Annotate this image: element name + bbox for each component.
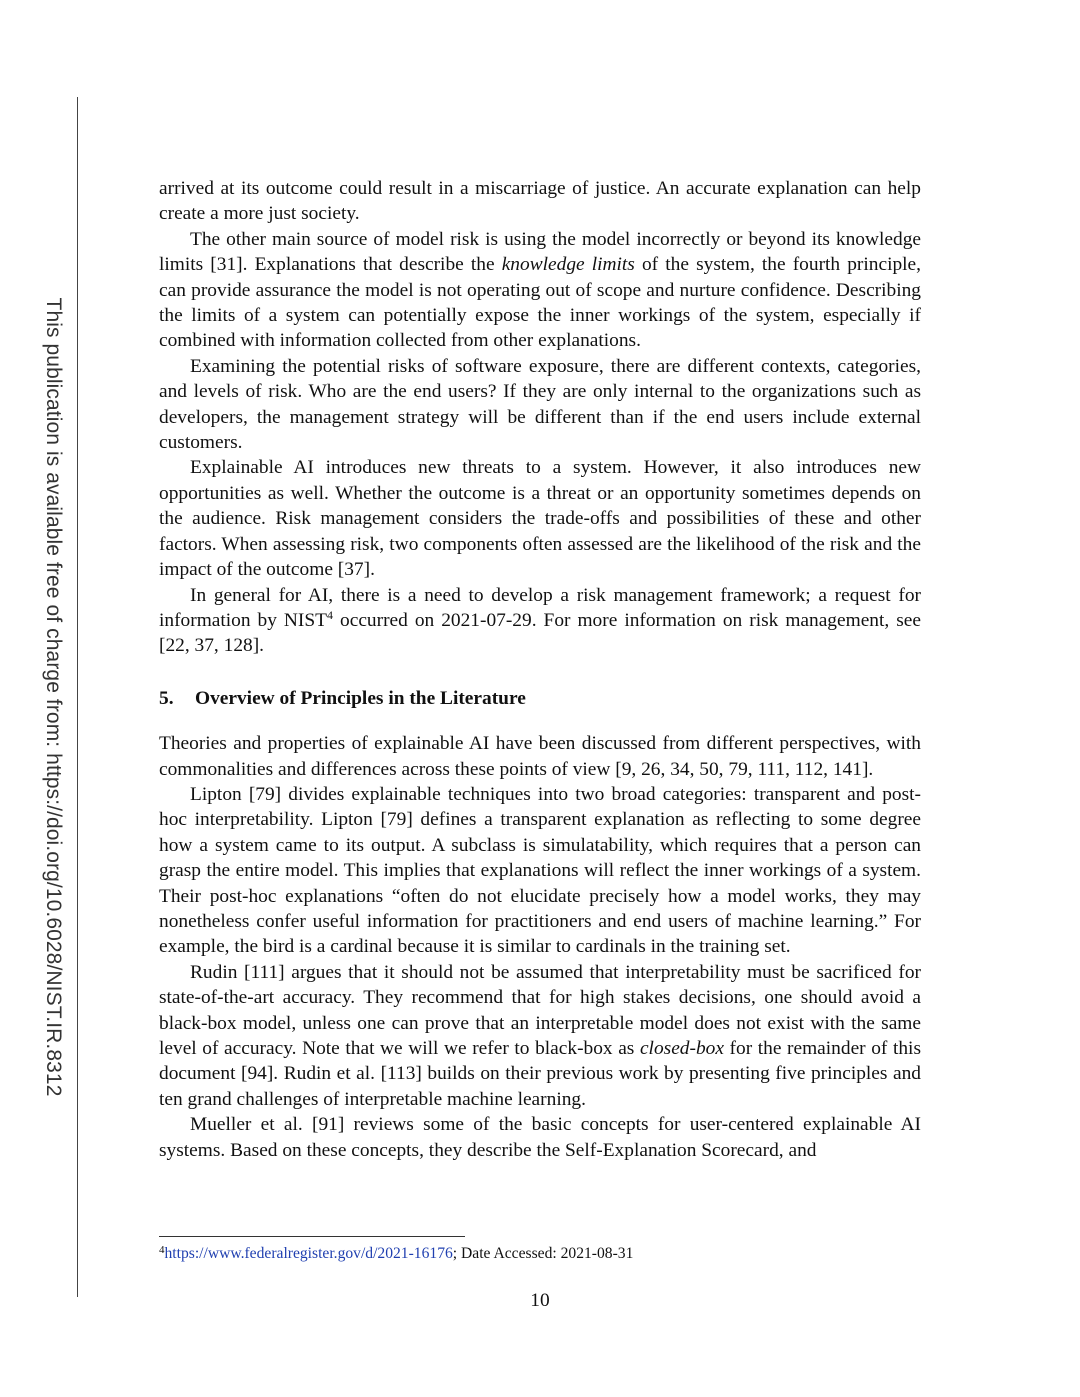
section-paragraph-4: Mueller et al. [91] reviews some of the basic concepts for user-centered explainable AI systems. Based on these concepts, they describe the Self-Explanation Scorecard, and xyxy=(159,1114,921,1161)
paragraph-2-after: of the system, the fourth principle, can provide assurance the model is not operating out of scope and nurture confidence. Describing the limits of a system can potentially expose the inner workings of the system, especially if combined with information collected from other explanations. xyxy=(159,254,922,352)
section-paragraph-3-before: Rudin [111] argues that it should not be assumed that interpretability must be sacrificed for state-of-the-art accuracy. They recommend that for high stakes decisions, one should avoid a black-box model, unless one can prove that an interpretable model does not exist with the same level of accuracy. Note that we will we refer to black-box as xyxy=(159,961,921,1059)
paragraph-2-emphasis: knowledge limits xyxy=(501,254,635,276)
paragraph-5-after: occurred on 2021-07-29. For more information on risk management, see [22, 37, 128]. xyxy=(159,609,921,657)
section-number: 5. xyxy=(159,687,174,709)
footnote-rest: ; Date Accessed: 2021-08-31 xyxy=(452,1245,634,1262)
sidebar-doi-notice: This publication is available free of charge from: https://doi.org/10.6028/NIST.IR.8312 xyxy=(42,297,65,1097)
section-paragraph-3 xyxy=(159,960,921,1112)
margin-rule xyxy=(77,97,78,1297)
paragraph-1: arrived at its outcome could result in a miscarriage of justice. An accurate explanation can help create a more just society. xyxy=(159,178,921,225)
section-title: Overview of Principles in the Literature xyxy=(195,687,526,709)
footnote xyxy=(159,1240,921,1264)
footnote-reference[interactable]: 4 xyxy=(327,607,334,622)
paragraph-2-before: The other main source of model risk is using the model incorrectly or beyond its knowledge limits [31]. Explanations that describe the xyxy=(159,228,921,276)
paragraph-5 xyxy=(159,583,921,659)
footnote-mark: 4 xyxy=(159,1244,165,1256)
section-paragraph-3-after: for the remainder of this document [94]. Rudin et al. [113] builds on their previous work by presenting five principles and ten grand challenges of interpretable machine learning. xyxy=(159,1038,921,1110)
paragraph-2 xyxy=(159,227,921,354)
footnote-link[interactable]: https://www.federalregister.gov/d/2021-16176 xyxy=(164,1245,453,1262)
page-number: 10 xyxy=(530,1290,550,1311)
paragraph-3: Examining the potential risks of software exposure, there are different contexts, categories, and levels of risk. Who are the end users? If they are only internal to the organizations such as developers, the management strategy will be different than if the end users include external customers. xyxy=(159,355,921,454)
footnote-divider xyxy=(159,1236,465,1237)
section-heading xyxy=(159,686,921,711)
main-text xyxy=(159,176,921,1163)
paragraph-5-before: In general for AI, there is a need to develop a risk management framework; a request for information by NIST xyxy=(159,584,921,631)
section-paragraph-3-emphasis: closed-box xyxy=(639,1038,724,1059)
paragraph-4: Explainable AI introduces new threats to a system. However, it also introduces new opportunities as well. Whether the outcome is a threat or an opportunity sometimes depends on the audience. Risk management considers the trade-offs and possibilities of these and other factors. When assessing risk, two components often assessed are the likelihood of the risk and the impact of the outcome [37]. xyxy=(159,457,921,581)
section-paragraph-1: Theories and properties of explainable AI have been discussed from different perspectives, with commonalities and differences across these points of view [9, 26, 34, 50, 79, 111, 112, 141]. xyxy=(159,733,921,780)
section-paragraph-2: Lipton [79] divides explainable techniques into two broad categories: transparent and post-hoc interpretability. Lipton [79] defines a transparent explanation as reflecting to some degree how a system came to its output. A subclass is simulatability, which requires that a person can grasp the entire model. This implies that explanations will reflect the inner workings of a system. Their post-hoc explanations “often do not elucidate precisely how a model works, they may nonetheless confer useful information for practitioners and end users of machine learning.” For example, the bird is a cardinal because it is similar to cardinals in the training set. xyxy=(159,783,921,958)
